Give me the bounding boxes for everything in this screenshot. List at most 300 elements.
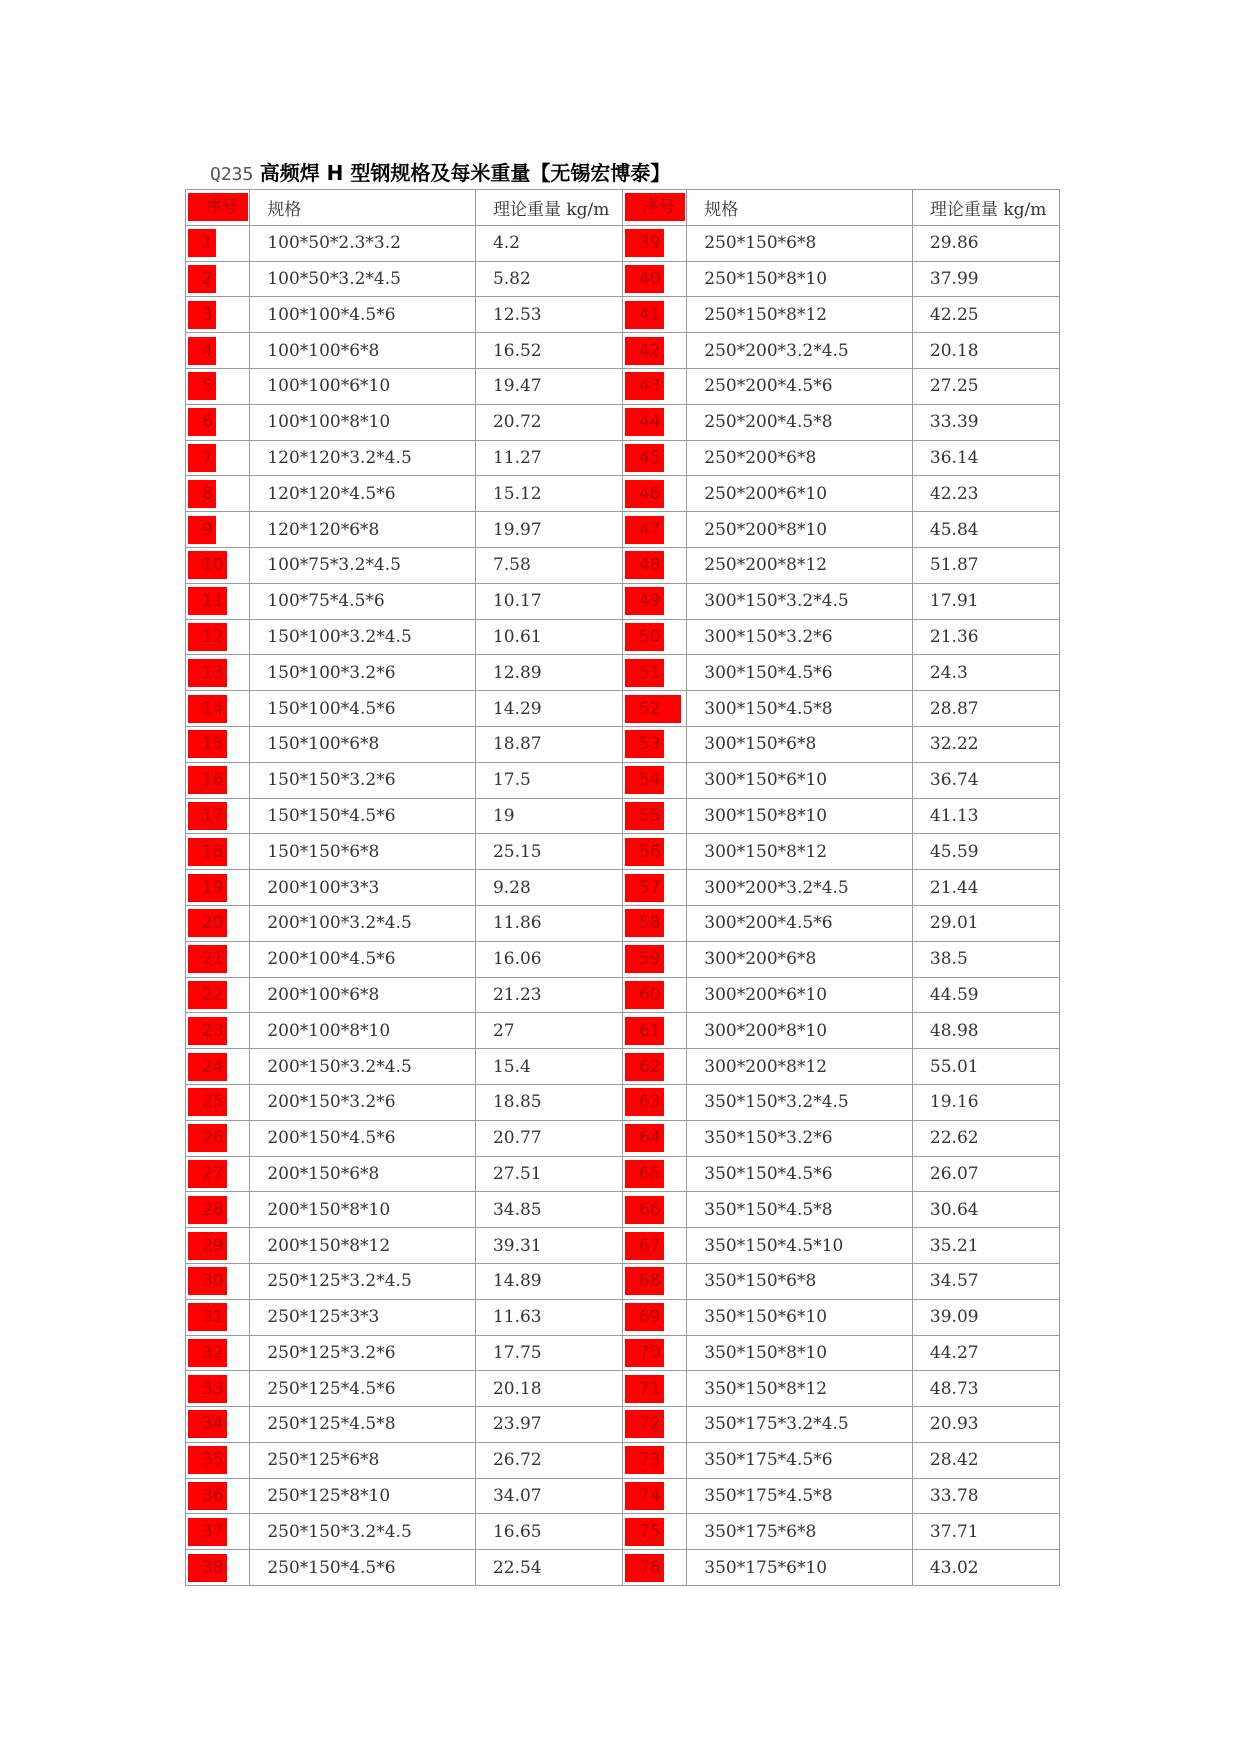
row-number-badge: 1 xyxy=(188,229,216,257)
row-number-badge: 35 xyxy=(188,1446,227,1474)
row-number-cell xyxy=(186,726,250,762)
table-row xyxy=(186,1084,1060,1120)
spec-cell: 300*200*4.5*6 xyxy=(687,905,913,941)
spec-cell: 350*150*8*12 xyxy=(687,1371,913,1407)
weight-cell: 5.82 xyxy=(475,261,622,297)
weight-cell: 20.77 xyxy=(475,1120,622,1156)
table-row xyxy=(186,1478,1060,1514)
row-number-badge: 59 xyxy=(625,945,664,973)
row-number-badge: 76 xyxy=(625,1554,664,1582)
weight-cell: 28.42 xyxy=(912,1442,1059,1478)
weight-cell: 34.57 xyxy=(912,1263,1059,1299)
weight-cell: 42.25 xyxy=(912,297,1059,333)
spec-cell: 350*175*6*10 xyxy=(687,1550,913,1586)
spec-cell: 120*120*4.5*6 xyxy=(250,476,476,512)
row-number-badge: 61 xyxy=(625,1017,664,1045)
row-number-cell xyxy=(622,834,686,870)
table-row xyxy=(186,547,1060,583)
row-number-cell xyxy=(622,1478,686,1514)
spec-cell: 250*200*4.5*6 xyxy=(687,368,913,404)
row-number-badge: 65 xyxy=(625,1160,664,1188)
table-row xyxy=(186,655,1060,691)
row-number-cell xyxy=(186,905,250,941)
row-number-badge: 74 xyxy=(625,1482,664,1510)
row-number-cell xyxy=(622,1228,686,1264)
table-row xyxy=(186,261,1060,297)
spec-cell: 300*200*3.2*4.5 xyxy=(687,870,913,906)
spec-cell: 250*200*6*10 xyxy=(687,476,913,512)
row-number-cell xyxy=(622,1263,686,1299)
row-number-cell xyxy=(622,440,686,476)
row-number-badge: 43 xyxy=(625,372,664,400)
row-number-cell xyxy=(622,297,686,333)
row-number-badge: 39 xyxy=(625,229,664,257)
row-number-badge: 56 xyxy=(625,838,664,866)
row-number-badge: 5 xyxy=(188,372,216,400)
row-number-badge: 12 xyxy=(188,623,227,651)
weight-cell: 19.47 xyxy=(475,368,622,404)
row-number-cell xyxy=(622,1084,686,1120)
row-number-badge: 19 xyxy=(188,874,227,902)
row-number-cell xyxy=(186,261,250,297)
row-number-cell xyxy=(622,1371,686,1407)
row-number-cell xyxy=(186,476,250,512)
spec-cell: 250*200*4.5*8 xyxy=(687,404,913,440)
row-number-badge: 31 xyxy=(188,1303,227,1331)
row-number-cell xyxy=(622,225,686,261)
row-number-cell xyxy=(186,691,250,727)
weight-cell: 39.09 xyxy=(912,1299,1059,1335)
spec-cell: 300*150*4.5*8 xyxy=(687,691,913,727)
row-number-badge: 20 xyxy=(188,909,227,937)
row-number-badge: 49 xyxy=(625,587,664,615)
spec-cell: 250*125*4.5*8 xyxy=(250,1407,476,1443)
spec-cell: 350*175*4.5*6 xyxy=(687,1442,913,1478)
weight-cell: 23.97 xyxy=(475,1407,622,1443)
header-no-left xyxy=(186,190,250,226)
row-number-cell xyxy=(186,440,250,476)
weight-cell: 30.64 xyxy=(912,1192,1059,1228)
row-number-cell xyxy=(622,1335,686,1371)
spec-cell: 100*75*4.5*6 xyxy=(250,583,476,619)
spec-cell: 150*150*4.5*6 xyxy=(250,798,476,834)
row-number-cell xyxy=(622,404,686,440)
weight-cell: 21.36 xyxy=(912,619,1059,655)
row-number-cell xyxy=(622,1192,686,1228)
weight-cell: 45.84 xyxy=(912,512,1059,548)
row-number-cell xyxy=(186,1299,250,1335)
row-number-cell xyxy=(622,583,686,619)
row-number-badge: 63 xyxy=(625,1088,664,1116)
spec-cell: 250*125*4.5*6 xyxy=(250,1371,476,1407)
row-number-cell xyxy=(622,512,686,548)
weight-cell: 16.52 xyxy=(475,333,622,369)
table-row xyxy=(186,870,1060,906)
spec-cell: 100*75*3.2*4.5 xyxy=(250,547,476,583)
header-no-badge: 序号 xyxy=(188,193,248,221)
row-number-badge: 58 xyxy=(625,909,664,937)
table-row xyxy=(186,404,1060,440)
row-number-cell xyxy=(622,1013,686,1049)
row-number-badge: 4 xyxy=(188,337,216,365)
row-number-badge: 15 xyxy=(188,730,227,758)
weight-cell: 43.02 xyxy=(912,1550,1059,1586)
row-number-badge: 33 xyxy=(188,1375,227,1403)
row-number-cell xyxy=(622,333,686,369)
table-row xyxy=(186,583,1060,619)
row-number-badge: 62 xyxy=(625,1053,664,1081)
row-number-badge: 75 xyxy=(625,1518,664,1546)
title-steel-grade: Q235 xyxy=(210,164,254,185)
row-number-badge: 9 xyxy=(188,516,216,544)
table-row xyxy=(186,726,1060,762)
row-number-cell xyxy=(186,1407,250,1443)
row-number-cell xyxy=(622,870,686,906)
row-number-badge: 18 xyxy=(188,838,227,866)
weight-cell: 14.89 xyxy=(475,1263,622,1299)
row-number-cell xyxy=(622,1514,686,1550)
spec-cell: 250*125*3.2*4.5 xyxy=(250,1263,476,1299)
weight-cell: 20.18 xyxy=(475,1371,622,1407)
table-row xyxy=(186,977,1060,1013)
weight-cell: 41.13 xyxy=(912,798,1059,834)
table-row xyxy=(186,834,1060,870)
row-number-badge: 57 xyxy=(625,874,664,902)
spec-cell: 120*120*3.2*4.5 xyxy=(250,440,476,476)
row-number-cell xyxy=(186,619,250,655)
spec-cell: 250*200*8*12 xyxy=(687,547,913,583)
row-number-cell xyxy=(622,762,686,798)
header-no-badge: 序号 xyxy=(625,193,685,221)
table-row xyxy=(186,619,1060,655)
row-number-badge: 30 xyxy=(188,1267,227,1295)
spec-cell: 100*50*2.3*3.2 xyxy=(250,225,476,261)
weight-cell: 15.12 xyxy=(475,476,622,512)
row-number-badge: 16 xyxy=(188,766,227,794)
weight-cell: 36.14 xyxy=(912,440,1059,476)
row-number-cell xyxy=(622,547,686,583)
header-spec-left: 规格 xyxy=(250,190,476,226)
row-number-badge: 52 xyxy=(625,695,681,723)
document-title xyxy=(210,160,670,188)
spec-cell: 250*200*3.2*4.5 xyxy=(687,333,913,369)
table-row xyxy=(186,1120,1060,1156)
row-number-badge: 24 xyxy=(188,1053,227,1081)
row-number-badge: 69 xyxy=(625,1303,664,1331)
header-weight-left: 理论重量 kg/m xyxy=(475,190,622,226)
row-number-cell xyxy=(622,1299,686,1335)
title-text: 高频焊 H 型钢规格及每米重量【无锡宏博泰】 xyxy=(259,161,671,185)
row-number-badge: 73 xyxy=(625,1446,664,1474)
row-number-badge: 25 xyxy=(188,1088,227,1116)
spec-cell: 200*100*3.2*4.5 xyxy=(250,905,476,941)
row-number-cell xyxy=(186,870,250,906)
row-number-badge: 72 xyxy=(625,1410,664,1438)
row-number-cell xyxy=(622,977,686,1013)
row-number-badge: 66 xyxy=(625,1196,664,1224)
spec-cell: 300*200*8*10 xyxy=(687,1013,913,1049)
spec-cell: 250*125*8*10 xyxy=(250,1478,476,1514)
weight-cell: 11.27 xyxy=(475,440,622,476)
spec-cell: 250*150*3.2*4.5 xyxy=(250,1514,476,1550)
weight-cell: 16.06 xyxy=(475,941,622,977)
weight-cell: 29.01 xyxy=(912,905,1059,941)
table-row xyxy=(186,1514,1060,1550)
row-number-badge: 45 xyxy=(625,444,664,472)
row-number-cell xyxy=(186,1335,250,1371)
table-row xyxy=(186,1192,1060,1228)
weight-cell: 19.97 xyxy=(475,512,622,548)
row-number-badge: 38 xyxy=(188,1554,227,1582)
row-number-badge: 34 xyxy=(188,1410,227,1438)
row-number-cell xyxy=(186,834,250,870)
row-number-cell xyxy=(186,1371,250,1407)
weight-cell: 16.65 xyxy=(475,1514,622,1550)
spec-cell: 200*150*8*10 xyxy=(250,1192,476,1228)
spec-cell: 350*175*6*8 xyxy=(687,1514,913,1550)
spec-cell: 120*120*6*8 xyxy=(250,512,476,548)
spec-cell: 100*100*6*10 xyxy=(250,368,476,404)
table-row xyxy=(186,297,1060,333)
spec-cell: 350*175*3.2*4.5 xyxy=(687,1407,913,1443)
row-number-cell xyxy=(186,655,250,691)
spec-cell: 100*100*4.5*6 xyxy=(250,297,476,333)
spec-cell: 150*100*6*8 xyxy=(250,726,476,762)
weight-cell: 19.16 xyxy=(912,1084,1059,1120)
weight-cell: 32.22 xyxy=(912,726,1059,762)
row-number-cell xyxy=(186,1442,250,1478)
weight-cell: 14.29 xyxy=(475,691,622,727)
table-row xyxy=(186,1407,1060,1443)
row-number-cell xyxy=(186,512,250,548)
row-number-cell xyxy=(186,404,250,440)
row-number-cell xyxy=(186,225,250,261)
spec-cell: 200*150*3.2*4.5 xyxy=(250,1049,476,1085)
table-body xyxy=(186,225,1060,1585)
table-row xyxy=(186,1156,1060,1192)
spec-cell: 150*150*3.2*6 xyxy=(250,762,476,798)
row-number-badge: 29 xyxy=(188,1232,227,1260)
weight-cell: 27 xyxy=(475,1013,622,1049)
spec-cell: 300*150*4.5*6 xyxy=(687,655,913,691)
table-row xyxy=(186,762,1060,798)
weight-cell: 29.86 xyxy=(912,225,1059,261)
row-number-badge: 26 xyxy=(188,1124,227,1152)
row-number-cell xyxy=(186,1478,250,1514)
spec-cell: 150*100*4.5*6 xyxy=(250,691,476,727)
row-number-cell xyxy=(622,941,686,977)
row-number-cell xyxy=(186,941,250,977)
row-number-cell xyxy=(622,368,686,404)
row-number-badge: 68 xyxy=(625,1267,664,1295)
row-number-badge: 21 xyxy=(188,945,227,973)
weight-cell: 18.85 xyxy=(475,1084,622,1120)
spec-cell: 250*150*4.5*6 xyxy=(250,1550,476,1586)
row-number-badge: 13 xyxy=(188,659,227,687)
weight-cell: 28.87 xyxy=(912,691,1059,727)
weight-cell: 35.21 xyxy=(912,1228,1059,1264)
weight-cell: 48.98 xyxy=(912,1013,1059,1049)
spec-cell: 250*200*8*10 xyxy=(687,512,913,548)
spec-cell: 250*150*8*10 xyxy=(687,261,913,297)
weight-cell: 11.86 xyxy=(475,905,622,941)
weight-cell: 7.58 xyxy=(475,547,622,583)
table-row xyxy=(186,1550,1060,1586)
weight-cell: 44.27 xyxy=(912,1335,1059,1371)
row-number-cell xyxy=(186,333,250,369)
table-row xyxy=(186,1013,1060,1049)
row-number-badge: 48 xyxy=(625,551,664,579)
spec-cell: 350*150*3.2*6 xyxy=(687,1120,913,1156)
spec-cell: 300*150*8*10 xyxy=(687,798,913,834)
weight-cell: 36.74 xyxy=(912,762,1059,798)
row-number-cell xyxy=(186,1013,250,1049)
spec-cell: 300*150*8*12 xyxy=(687,834,913,870)
spec-cell: 200*100*4.5*6 xyxy=(250,941,476,977)
table-row xyxy=(186,476,1060,512)
row-number-cell xyxy=(622,1156,686,1192)
row-number-cell xyxy=(186,977,250,1013)
row-number-badge: 47 xyxy=(625,516,664,544)
spec-cell: 150*100*3.2*6 xyxy=(250,655,476,691)
weight-cell: 45.59 xyxy=(912,834,1059,870)
spec-cell: 250*150*8*12 xyxy=(687,297,913,333)
spec-cell: 200*150*8*12 xyxy=(250,1228,476,1264)
weight-cell: 42.23 xyxy=(912,476,1059,512)
row-number-badge: 40 xyxy=(625,265,664,293)
weight-cell: 17.91 xyxy=(912,583,1059,619)
table-row xyxy=(186,941,1060,977)
row-number-badge: 53 xyxy=(625,730,664,758)
table-row xyxy=(186,333,1060,369)
weight-cell: 12.53 xyxy=(475,297,622,333)
weight-cell: 12.89 xyxy=(475,655,622,691)
weight-cell: 51.87 xyxy=(912,547,1059,583)
weight-cell: 44.59 xyxy=(912,977,1059,1013)
table-row xyxy=(186,440,1060,476)
weight-cell: 19 xyxy=(475,798,622,834)
spec-cell: 100*100*8*10 xyxy=(250,404,476,440)
weight-cell: 10.17 xyxy=(475,583,622,619)
row-number-badge: 27 xyxy=(188,1160,227,1188)
row-number-cell xyxy=(186,1514,250,1550)
row-number-cell xyxy=(622,1550,686,1586)
row-number-cell xyxy=(622,476,686,512)
table-row xyxy=(186,1335,1060,1371)
weight-cell: 15.4 xyxy=(475,1049,622,1085)
row-number-badge: 70 xyxy=(625,1339,664,1367)
row-number-cell xyxy=(186,1120,250,1156)
weight-cell: 20.18 xyxy=(912,333,1059,369)
weight-cell: 20.72 xyxy=(475,404,622,440)
spec-cell: 200*100*3*3 xyxy=(250,870,476,906)
weight-cell: 34.07 xyxy=(475,1478,622,1514)
spec-cell: 250*125*3*3 xyxy=(250,1299,476,1335)
row-number-cell xyxy=(186,1084,250,1120)
spec-cell: 250*125*6*8 xyxy=(250,1442,476,1478)
spec-cell: 250*125*3.2*6 xyxy=(250,1335,476,1371)
table-row xyxy=(186,691,1060,727)
row-number-badge: 11 xyxy=(188,587,227,615)
table-row xyxy=(186,1371,1060,1407)
row-number-badge: 44 xyxy=(625,408,664,436)
spec-cell: 350*150*4.5*6 xyxy=(687,1156,913,1192)
weight-cell: 38.5 xyxy=(912,941,1059,977)
row-number-cell xyxy=(622,1120,686,1156)
spec-cell: 350*150*4.5*10 xyxy=(687,1228,913,1264)
row-number-badge: 67 xyxy=(625,1232,664,1260)
weight-cell: 17.5 xyxy=(475,762,622,798)
spec-cell: 300*150*3.2*6 xyxy=(687,619,913,655)
row-number-badge: 23 xyxy=(188,1017,227,1045)
row-number-cell xyxy=(622,726,686,762)
spec-cell: 300*200*8*12 xyxy=(687,1049,913,1085)
spec-cell: 250*200*6*8 xyxy=(687,440,913,476)
weight-cell: 37.71 xyxy=(912,1514,1059,1550)
row-number-cell xyxy=(622,619,686,655)
row-number-badge: 60 xyxy=(625,981,664,1009)
row-number-badge: 50 xyxy=(625,623,664,651)
row-number-badge: 41 xyxy=(625,301,664,329)
weight-cell: 33.39 xyxy=(912,404,1059,440)
row-number-badge: 7 xyxy=(188,444,216,472)
table-row xyxy=(186,1442,1060,1478)
row-number-cell xyxy=(186,1192,250,1228)
row-number-badge: 42 xyxy=(625,337,664,365)
spec-cell: 350*150*3.2*4.5 xyxy=(687,1084,913,1120)
row-number-badge: 17 xyxy=(188,802,227,830)
table-row xyxy=(186,368,1060,404)
spec-cell: 300*150*6*10 xyxy=(687,762,913,798)
row-number-badge: 22 xyxy=(188,981,227,1009)
row-number-cell xyxy=(622,261,686,297)
row-number-cell xyxy=(186,583,250,619)
table-row xyxy=(186,798,1060,834)
table-row xyxy=(186,225,1060,261)
row-number-cell xyxy=(186,368,250,404)
weight-cell: 26.72 xyxy=(475,1442,622,1478)
header-weight-right: 理论重量 kg/m xyxy=(912,190,1059,226)
row-number-badge: 55 xyxy=(625,802,664,830)
weight-cell: 27.25 xyxy=(912,368,1059,404)
row-number-cell xyxy=(186,1550,250,1586)
weight-cell: 25.15 xyxy=(475,834,622,870)
weight-cell: 48.73 xyxy=(912,1371,1059,1407)
spec-cell: 200*150*4.5*6 xyxy=(250,1120,476,1156)
weight-cell: 21.23 xyxy=(475,977,622,1013)
spec-cell: 350*150*4.5*8 xyxy=(687,1192,913,1228)
weight-cell: 18.87 xyxy=(475,726,622,762)
table-row xyxy=(186,1299,1060,1335)
row-number-badge: 37 xyxy=(188,1518,227,1546)
weight-cell: 33.78 xyxy=(912,1478,1059,1514)
weight-cell: 20.93 xyxy=(912,1407,1059,1443)
row-number-cell xyxy=(622,798,686,834)
spec-cell: 100*50*3.2*4.5 xyxy=(250,261,476,297)
spec-cell: 200*150*6*8 xyxy=(250,1156,476,1192)
spec-cell: 350*150*6*8 xyxy=(687,1263,913,1299)
spec-weight-table xyxy=(185,189,1060,1586)
weight-cell: 4.2 xyxy=(475,225,622,261)
table-row xyxy=(186,1263,1060,1299)
row-number-badge: 64 xyxy=(625,1124,664,1152)
row-number-badge: 10 xyxy=(188,551,227,579)
spec-cell: 200*100*8*10 xyxy=(250,1013,476,1049)
row-number-badge: 6 xyxy=(188,408,216,436)
weight-cell: 24.3 xyxy=(912,655,1059,691)
row-number-badge: 2 xyxy=(188,265,216,293)
row-number-badge: 54 xyxy=(625,766,664,794)
